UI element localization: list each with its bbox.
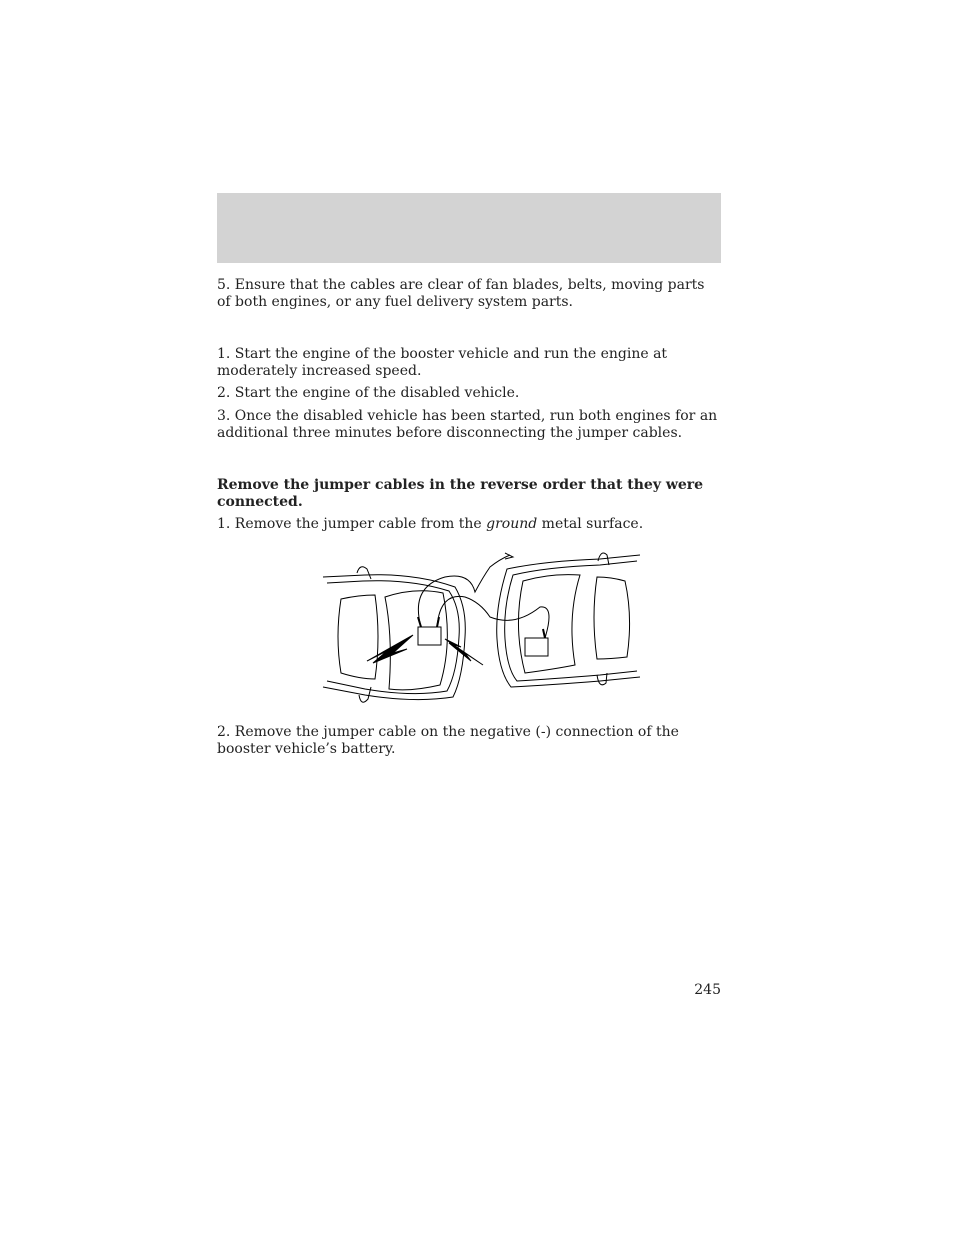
remove-1-emphasis: ground [486,516,538,532]
jumper-cable-diagram [315,547,650,709]
booster-vehicle [323,567,465,702]
booster-battery [418,627,441,645]
remove-1-text: 1. Remove the jumper cable from the [217,516,487,532]
cable-clamp-loose [505,553,513,559]
paragraph-start-2: 2. Start the engine of the disabled vehicle. [217,385,520,401]
paragraph-start-3: 3. Once the disabled vehicle has been started, run both engines for an additional three minutes before disconnecting the jumper cables. [217,408,718,441]
remove-cables-heading: Remove the jumper cables in the reverse order that they were connected. [217,477,704,510]
section-header-band [217,193,721,263]
paragraph-step-5: 5. Ensure that the cables are clear of fan blades, belts, moving parts of both engines, or any fuel delivery system parts. [217,277,705,310]
paragraph-remove-2: 2. Remove the jumper cable on the negative (-) connection of the booster vehicle’s battery. [217,724,679,757]
disabled-vehicle [497,553,640,687]
paragraph-remove-1 [217,516,721,533]
page-number: 245 [694,982,721,998]
disabled-battery [525,638,548,656]
remove-1-text-end: metal surface. [537,516,644,532]
paragraph-start-1: 1. Start the engine of the booster vehicle and run the engine at moderately increased speed. [217,346,668,379]
jumper-cable-positive [437,596,549,638]
spark-right-icon [445,639,483,665]
